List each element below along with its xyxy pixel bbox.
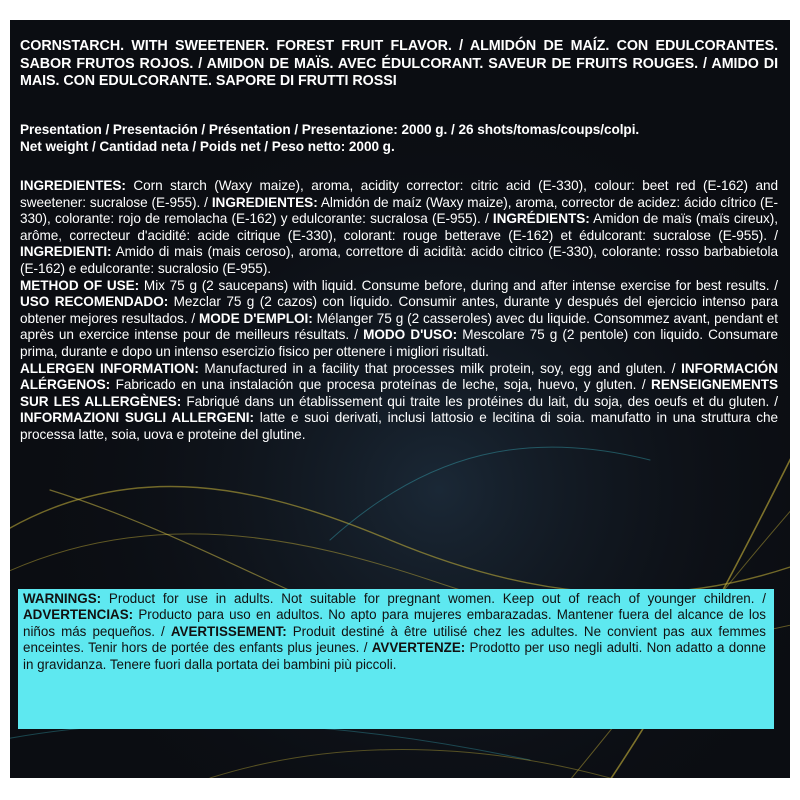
allergens-text-en: Manufactured in a facility that processes milk protein, soy, egg and gluten. / bbox=[198, 360, 682, 376]
allergens-label-fr: RENSEIGNEMENTS SUR LES ALLERGÈNES: bbox=[20, 377, 778, 409]
warnings-text-it: Prodotto per uso negli adulti. Non adatto a donne in gravidanza. Tenere fuori dalla portata dei bambini più piccoli. bbox=[23, 640, 766, 672]
ingredients-label-it: INGREDIENTI: bbox=[20, 244, 112, 260]
ingredients-text-es: Almidón de maíz (Waxy maize), aroma, corrector de acidez: ácido cítrico (E-330), colorante: rojo de remolacha (E-162) y edulcorante: sucralosa (E-955). / bbox=[20, 194, 778, 227]
warnings-label-fr: AVERTISSEMENT: bbox=[170, 623, 287, 639]
allergens-text-fr: Fabriqué dans un établissement qui traite les protéines du lait, du soja, des oeufs et du gluten. / bbox=[181, 393, 778, 409]
label-body bbox=[20, 178, 778, 444]
ingredients-label-es: INGREDIENTES: bbox=[211, 194, 318, 210]
allergens-label-en: ALLERGEN INFORMATION: bbox=[20, 360, 199, 376]
ingredients-text-en: Corn starch (Waxy maize), aroma, acidity corrector: citric acid (E-330), colour: beet red (E-162) and sweetener: sucralose (E-955). / bbox=[20, 178, 778, 210]
warnings-label-it: AVVERTENZE: bbox=[371, 640, 466, 656]
ingredients-label-en: INGREDIENTES: bbox=[20, 178, 126, 193]
product-title: CORNSTARCH. WITH SWEETENER. FOREST FRUIT FLAVOR. / ALMIDÓN DE MAÍZ. CON EDULCORANTES. SABOR FRUTOS ROJOS. / AMIDON DE MAÏS. AVEC ÉDULCORANT. SAVEUR DE FRUITS ROUGES. / AMIDO DI MAIS. CON EDULCORANTE. SAPORE DI FRUTTI ROSSI bbox=[20, 38, 778, 90]
presentation-line: Presentation / Presentación / Présentation / Presentazione: 2000 g. / 26 shots/tomas/coups/colpi. bbox=[20, 122, 640, 137]
warnings-text-fr: Produit destiné à être utilisé chez les adultes. Ne convient pas aux femmes enceintes. Tenir hors de portée des enfants plus jeunes. / bbox=[23, 623, 766, 656]
allergens-label-it: INFORMAZIONI SUGLI ALLERGENI: bbox=[20, 410, 254, 426]
ingredients-text-it: Amido di mais (mais ceroso), aroma, correttore di acidità: acido citrico (E-330), colorante: rosso barbabietola (E-162) e edulcorante: sucralosio (E-955). bbox=[20, 244, 778, 276]
method-text-en: Mix 75 g (2 saucepans) with liquid. Consume before, during and after intense exercise for best results. / bbox=[139, 277, 778, 293]
method-section bbox=[20, 278, 778, 361]
ingredients-section bbox=[20, 178, 778, 278]
net-weight-line: Net weight / Cantidad neta / Poids net / Peso netto: 2000 g. bbox=[20, 139, 395, 154]
allergens-label-es: INFORMACIÓN ALÉRGENOS: bbox=[20, 360, 778, 393]
warnings-text-es: Producto para uso en adultos. No apto para mujeres embarazadas. Mantener fuera del alcance de los niños más pequeños. / bbox=[23, 607, 766, 639]
method-text-it: Mescolare 75 g (2 pentole) con liquido. Consumare prima, durante e dopo un intenso esercizio fisico per ottenere i migliori risultati. bbox=[20, 327, 778, 359]
label-panel bbox=[10, 20, 790, 778]
allergens-text-it: latte e suoi derivati, inclusi lattosio e lecitina di soia. manufatto in una struttura che processa latte, soia, uova e proteine del glutine. bbox=[20, 410, 778, 442]
method-label-en: METHOD OF USE: bbox=[20, 277, 140, 293]
allergens-text-es: Fabricado en una instalación que procesa proteínas de leche, soja, huevo, y gluten. / bbox=[110, 377, 652, 393]
method-label-es: USO RECOMENDADO: bbox=[20, 294, 169, 310]
allergens-section bbox=[20, 361, 778, 444]
warnings-label-es: ADVERTENCIAS: bbox=[23, 607, 134, 623]
method-label-it: MODO D'USO: bbox=[363, 327, 458, 343]
presentation-info bbox=[20, 121, 778, 155]
ingredients-label-fr: INGRÉDIENTS: bbox=[492, 211, 590, 227]
warnings-text-en: Product for use in adults. Not suitable for pregnant women. Keep out of reach of younger children. / bbox=[101, 591, 766, 606]
method-label-fr: MODE D'EMPLOI: bbox=[199, 310, 313, 326]
method-text-fr: Mélanger 75 g (2 casseroles) avec du liquide. Consommez avant, pendant et après un exercice intense pour de meilleurs résultats. / bbox=[20, 310, 778, 343]
warnings-box bbox=[18, 589, 774, 729]
warnings-label-en: WARNINGS: bbox=[23, 591, 102, 606]
method-text-es: Mezclar 75 g (2 cazos) con líquido. Consumir antes, durante y después del ejercicio intenso para obtener mejores resultados. / bbox=[20, 294, 779, 326]
ingredients-text-fr: Amidon de maïs (maïs cireux), arôme, correcteur d'acidité: acide citrique (E-330), colorant: rouge betterave (E-162) et édulcorant: sucralose (E-955). / bbox=[20, 211, 778, 243]
